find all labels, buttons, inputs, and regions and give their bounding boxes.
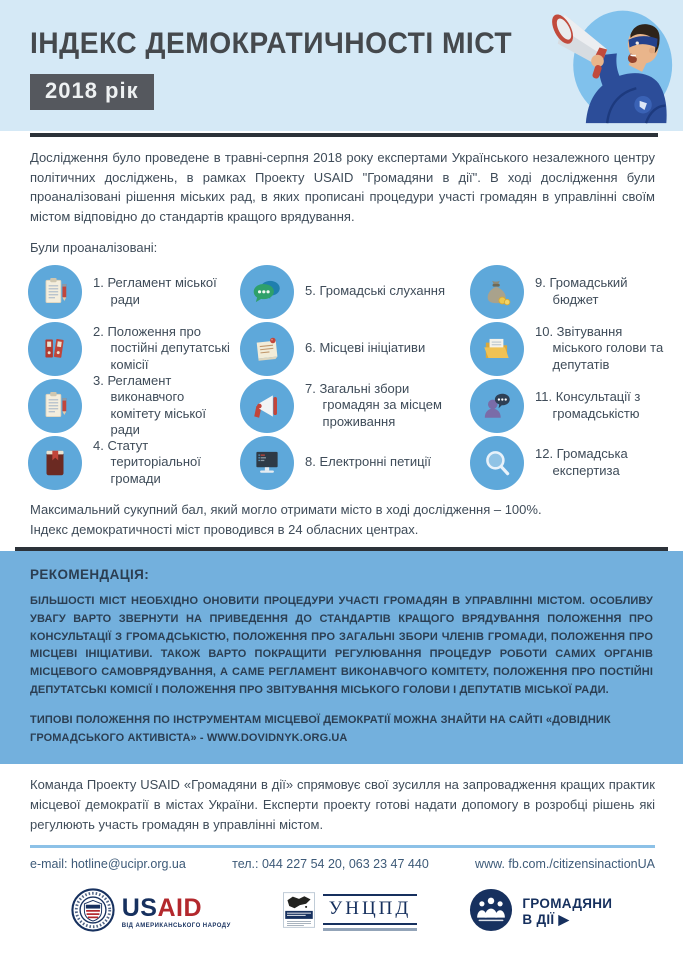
analyzed-item [470, 377, 666, 434]
grid-column-2 [240, 263, 464, 491]
analyzed-item-label: 5. Громадські слухання [305, 283, 446, 299]
analyzed-item-label: 9. Громадський бюджет [535, 275, 628, 307]
recommendation-heading: РЕКОМЕНДАЦІЯ: [30, 567, 150, 582]
analyzed-item [28, 263, 234, 320]
partner-logos [0, 888, 683, 937]
grid-column-3 [470, 263, 666, 491]
analyzed-item-label: 12. Громадська експертиза [535, 446, 628, 478]
analyzed-item-label: 10. Звітування міського голови та депутатів [535, 324, 664, 372]
binders-icon [28, 322, 82, 376]
header-divider [30, 133, 658, 137]
analyzed-item-label: 1. Регламент міської ради [93, 275, 217, 307]
analyzed-item [28, 373, 234, 437]
usaid-logo [71, 888, 231, 937]
folder-icon [470, 322, 524, 376]
analyzed-item-label: 3. Регламент виконавчого комітету міської ради [93, 373, 207, 437]
usaid-wordmark: USAID [121, 893, 202, 922]
clipboard-icon [28, 265, 82, 319]
book-icon [28, 436, 82, 490]
analyzed-item [28, 320, 234, 377]
recommendation-note: ТИПОВІ ПОЛОЖЕННЯ ПО ІНСТРУМЕНТАМ МІСЦЕВОЇ ДЕМОКРАТІЇ МОЖНА ЗНАЙТИ НА САЙТІ «ДОВІДНИК ГРОМАДСЬКОГО АКТИВІСТА» - WWW.DOVIDNYK.ORG.UA [30, 713, 611, 744]
uncpd-mark-icon [283, 892, 315, 933]
analyzed-item [240, 434, 464, 491]
contact-email: e-mail: hotline@ucipr.org.ua [30, 856, 186, 871]
header [0, 0, 683, 131]
consultation-icon [470, 379, 524, 433]
analyzed-item-label: 11. Консультації з громадськістю [535, 389, 641, 421]
contact-website: www. fb.com./citizensinactionUA [475, 856, 655, 871]
megaphone-icon [240, 379, 294, 433]
contact-phone: тел.: 044 227 54 20, 063 23 47 440 [232, 856, 429, 871]
year-badge: 2018 рік [30, 74, 154, 110]
uncpd-logo [283, 892, 418, 933]
summary-line-max-score: Максимальний сукупний бал, який могло отримати місто в ході дослідження – 100%. [30, 502, 542, 517]
chat-bubbles-icon [240, 265, 294, 319]
recommendation-body: БІЛЬШОСТІ МІСТ НЕОБХІДНО ОНОВИТИ ПРОЦЕДУРИ УЧАСТІ ГРОМАДЯН В УПРАВЛІННІ МІСТОМ. ОСОБЛИВУ УВАГУ ВАРТО ЗВЕРНУТИ НА ПРИВЕДЕННЯ ДО СТАНДАРТІВ КРАЩОГО ВРЯДУВАННЯ ПОЛОЖЕННЯ ПРО КОНСУЛЬТАЦІЇ З ГРОМАДСЬКІСТЮ, ПОЛОЖЕННЯ ПРО ЗАГАЛЬНІ ЗБОРИ ЧЛЕНІВ ГРОМАДИ, ПОЛОЖЕННЯ ПРО МІСЦЕВІ ІНІЦІАТИВИ. ТАКОЖ ВАРТО ПОКРАЩИТИ РЕГУЛЮВАННЯ ПРОЦЕДУР РОБОТИ САМИХ ОРГАНІВ МІСЦЕВОГО САМОВРЯДУВАННЯ, А САМЕ РЕГЛАМЕНТ ВИКОНАВЧОГО КОМІТЕТУ, ПОЛОЖЕННЯ ПРО ПОСТІЙНІ ДЕПУТАТСЬКІ КОМІСІЇ І ПОЛОЖЕННЯ ПРО ЗВІТУВАННЯ МІСЬКОГО ГОЛОВИ І ДЕПУТАТІВ МІСЬКОЇ РАДИ. [30, 595, 653, 697]
page-title: ІНДЕКС ДЕМОКРАТИЧНОСТІ МІСТ [30, 27, 513, 60]
citizens-in-action-logo [469, 888, 612, 937]
usaid-seal-icon [71, 888, 115, 937]
analyzed-grid [28, 263, 671, 491]
analyzed-item-label: 6. Місцеві ініціативи [305, 340, 426, 356]
summary-block [30, 500, 655, 539]
citizens-people-icon [469, 888, 513, 937]
citizens-wordmark: ГРОМАДЯНИ В ДІЇ ▶ [522, 896, 613, 928]
monitor-icon [240, 436, 294, 490]
analyzed-item-label: 7. Загальні збори громадян за місцем проживання [305, 381, 442, 429]
analyzed-item [240, 377, 464, 434]
clipboard-icon [28, 379, 82, 433]
usaid-tagline: ВІД АМЕРИКАНСЬКОГО НАРОДУ [121, 922, 231, 929]
recommendation-section [0, 551, 683, 764]
note-icon [240, 322, 294, 376]
team-paragraph: Команда Проекту USAID «Громадяни в дії» спрямовує свої зусилля на запровадження кращих практик місцевої демократії в містах України. Експерти проекту готові надати допомогу в розробці рішень які регулюють участь громадян в управлінні містом. [30, 776, 655, 832]
grid-column-1 [28, 263, 234, 491]
analyzed-item-label: 2. Положення про постійні депутатські комісії [93, 324, 230, 372]
analyzed-item [470, 320, 666, 377]
analyzed-item [470, 434, 666, 491]
uncpd-subtitle-bar [323, 928, 418, 931]
contacts-row [30, 857, 655, 871]
analyzed-item [28, 434, 234, 491]
analyzed-item [240, 263, 464, 320]
summary-line-centers: Індекс демократичності міст проводився в 24 обласних центрах. [30, 521, 419, 537]
analyzed-item [240, 320, 464, 377]
analyzed-item-label: 4. Статут територіальної громади [93, 438, 201, 486]
money-bag-icon [470, 265, 524, 319]
analyzed-item [470, 263, 666, 320]
magnifier-icon [470, 436, 524, 490]
analyzed-label: Були проаналізовані: [30, 240, 158, 255]
superhero-megaphone-icon [549, 3, 677, 125]
analyzed-item-label: 8. Електронні петиції [305, 454, 432, 470]
intro-paragraph: Дослідження було проведене в травні-серпня 2018 року експертами Українського незалежного центру політичних досліджень, в рамках Проекту USAID "Громадяни в дії". В ході дослідження були проаналізовані рішення міських рад, в яких прописані процедури участі громадян в управлінні своїм містом відповідно до стандартів кращого врядування. [30, 150, 655, 224]
footer-divider [30, 845, 655, 848]
uncpd-wordmark: УНЦПД [323, 894, 418, 925]
